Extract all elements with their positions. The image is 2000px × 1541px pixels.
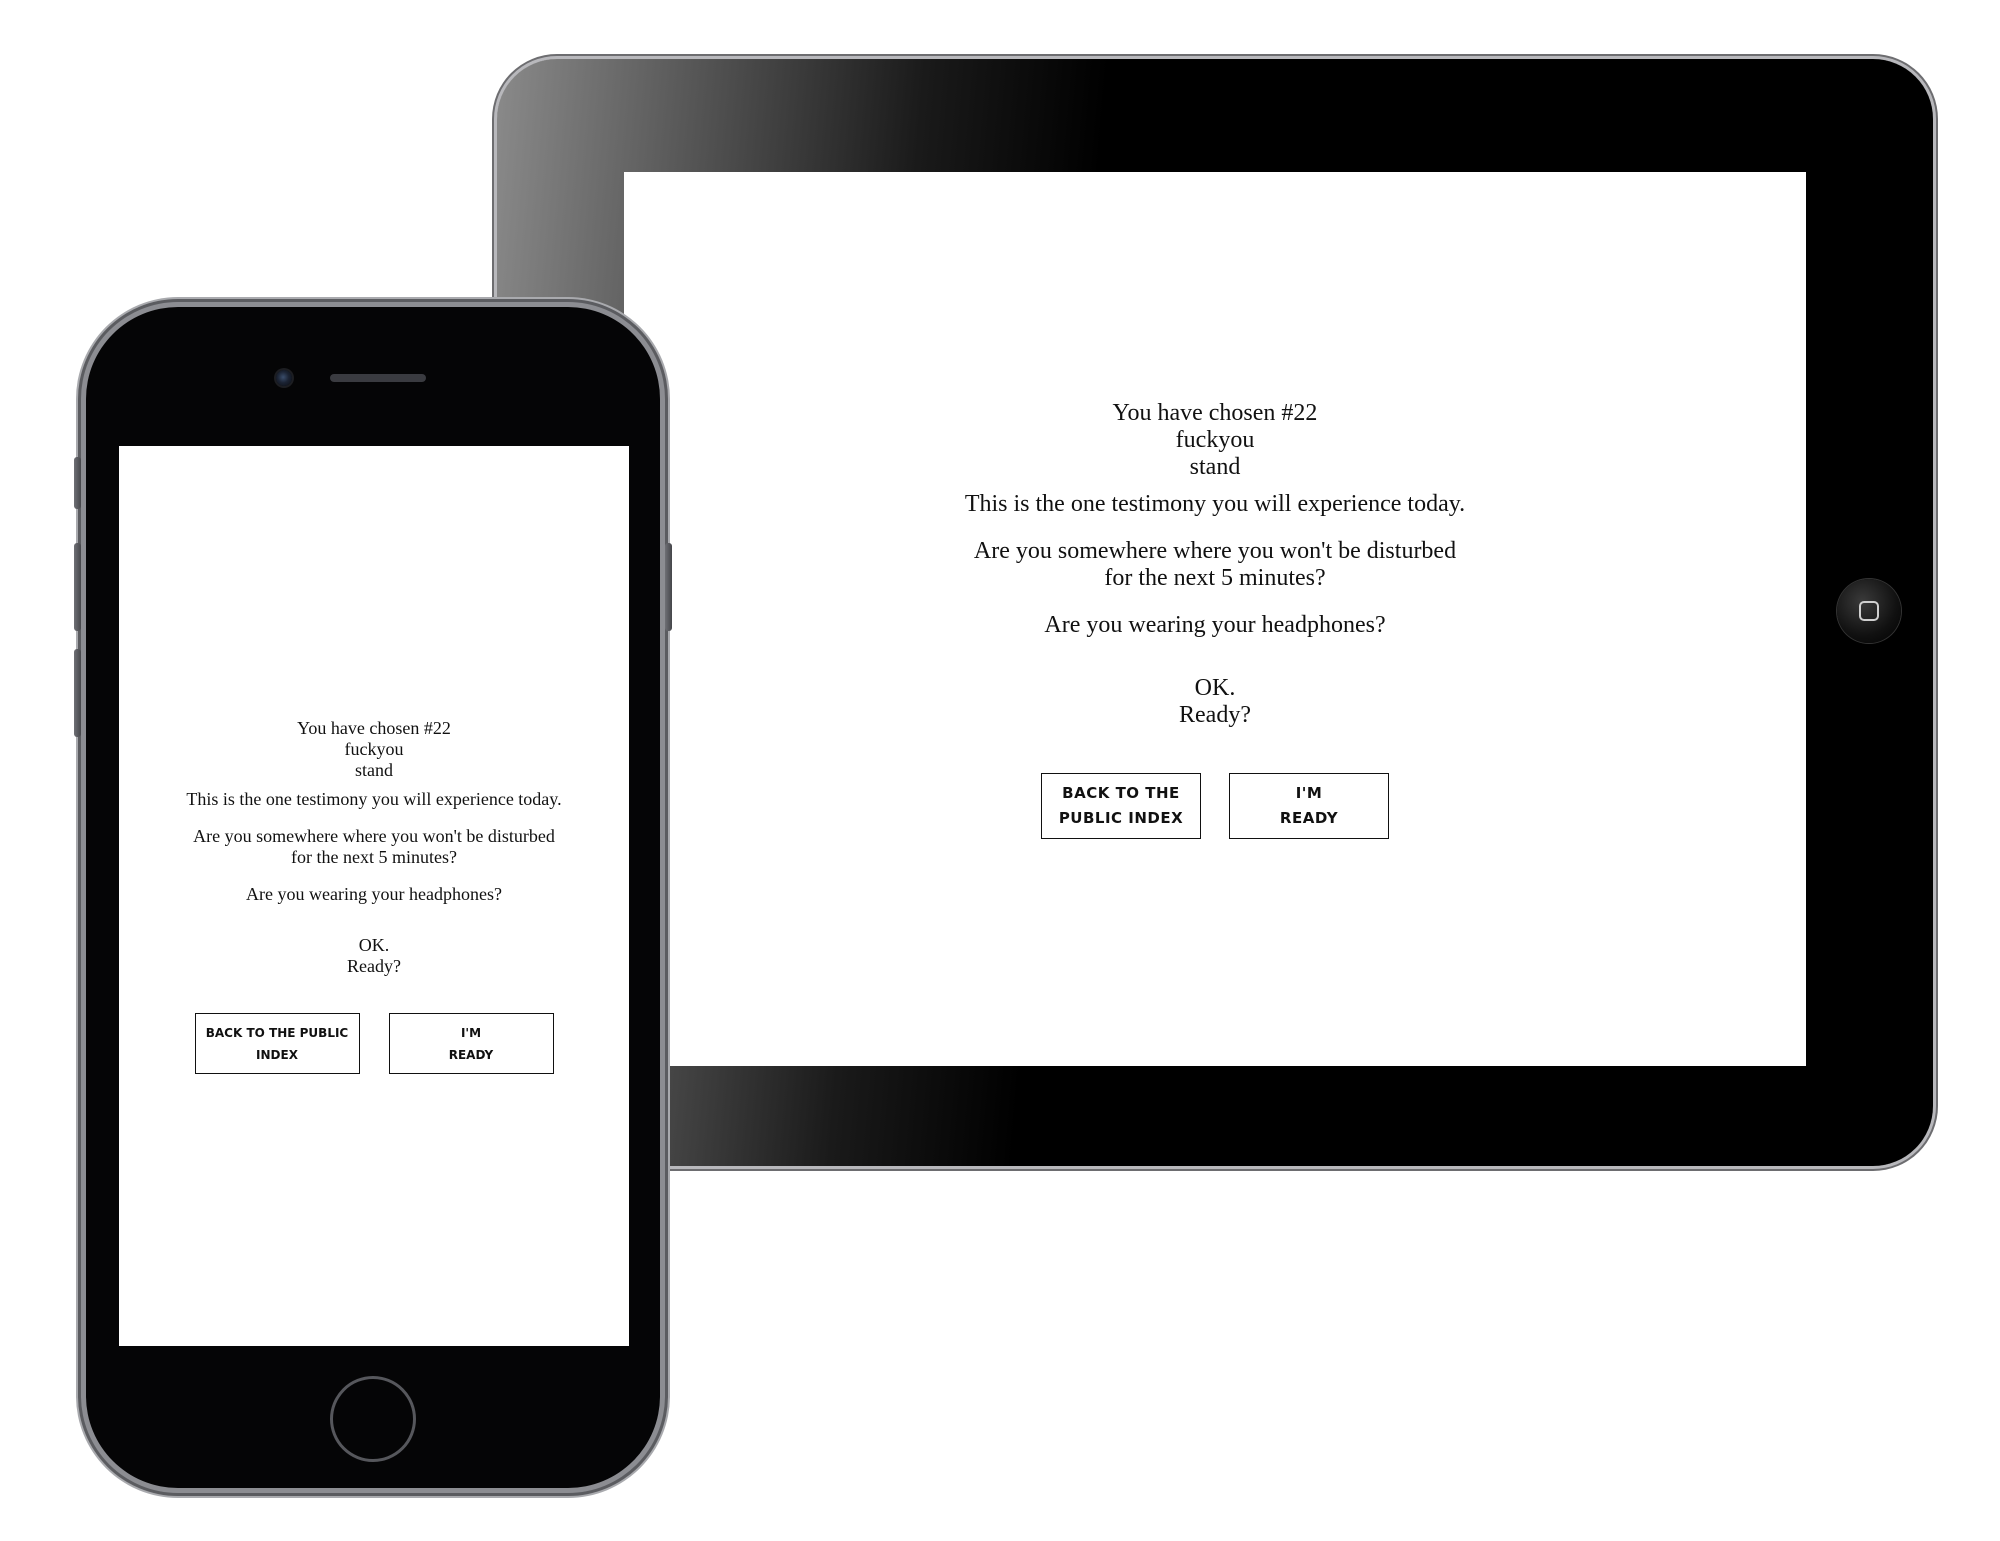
chosen-heading: You have chosen #22 — [297, 718, 451, 738]
ready-question: Ready? — [1179, 701, 1251, 728]
im-ready-button[interactable]: I'M READY — [1229, 773, 1389, 839]
disturbed-question-line1: Are you somewhere where you won't be disturbed — [193, 826, 555, 846]
home-button-icon[interactable] — [330, 1376, 416, 1462]
back-to-public-index-button[interactable]: BACK TO THE PUBLIC INDEX — [195, 1013, 360, 1074]
chosen-tag: fuckyou — [344, 739, 404, 759]
testimony-text: This is the one testimony you will experience today. — [964, 490, 1466, 517]
ok-text: OK. — [1194, 674, 1236, 701]
back-to-public-index-button[interactable]: BACK TO THE PUBLIC INDEX — [1041, 773, 1201, 839]
ready-question: Ready? — [347, 956, 401, 976]
phone-device — [86, 307, 660, 1488]
phone-mute-switch — [74, 457, 81, 509]
tablet-button-row — [1041, 773, 1389, 839]
headphones-question: Are you wearing your headphones? — [1044, 611, 1386, 638]
home-square-icon — [1859, 601, 1879, 621]
chosen-subtag: stand — [355, 760, 393, 780]
testimony-text: This is the one testimony you will experience today. — [186, 789, 562, 809]
phone-power-button — [665, 543, 672, 631]
chosen-tag: fuckyou — [1175, 426, 1255, 453]
speaker-icon — [330, 374, 426, 382]
ok-text: OK. — [358, 935, 390, 955]
disturbed-question-line1: Are you somewhere where you won't be disturbed — [973, 537, 1457, 564]
phone-screen — [119, 446, 629, 1346]
phone-volume-down — [74, 649, 81, 737]
disturbed-question-line2: for the next 5 minutes? — [291, 847, 457, 867]
tablet-screen — [624, 172, 1806, 1066]
headphones-question: Are you wearing your headphones? — [246, 884, 502, 904]
disturbed-question-line2: for the next 5 minutes? — [1104, 564, 1326, 591]
tablet-device — [497, 59, 1933, 1166]
chosen-subtag: stand — [1189, 453, 1241, 480]
phone-volume-up — [74, 543, 81, 631]
chosen-heading: You have chosen #22 — [1112, 399, 1318, 426]
home-button-icon[interactable] — [1837, 579, 1901, 643]
im-ready-button[interactable]: I'M READY — [389, 1013, 554, 1074]
phone-button-row — [195, 1013, 554, 1074]
camera-icon — [276, 370, 292, 386]
